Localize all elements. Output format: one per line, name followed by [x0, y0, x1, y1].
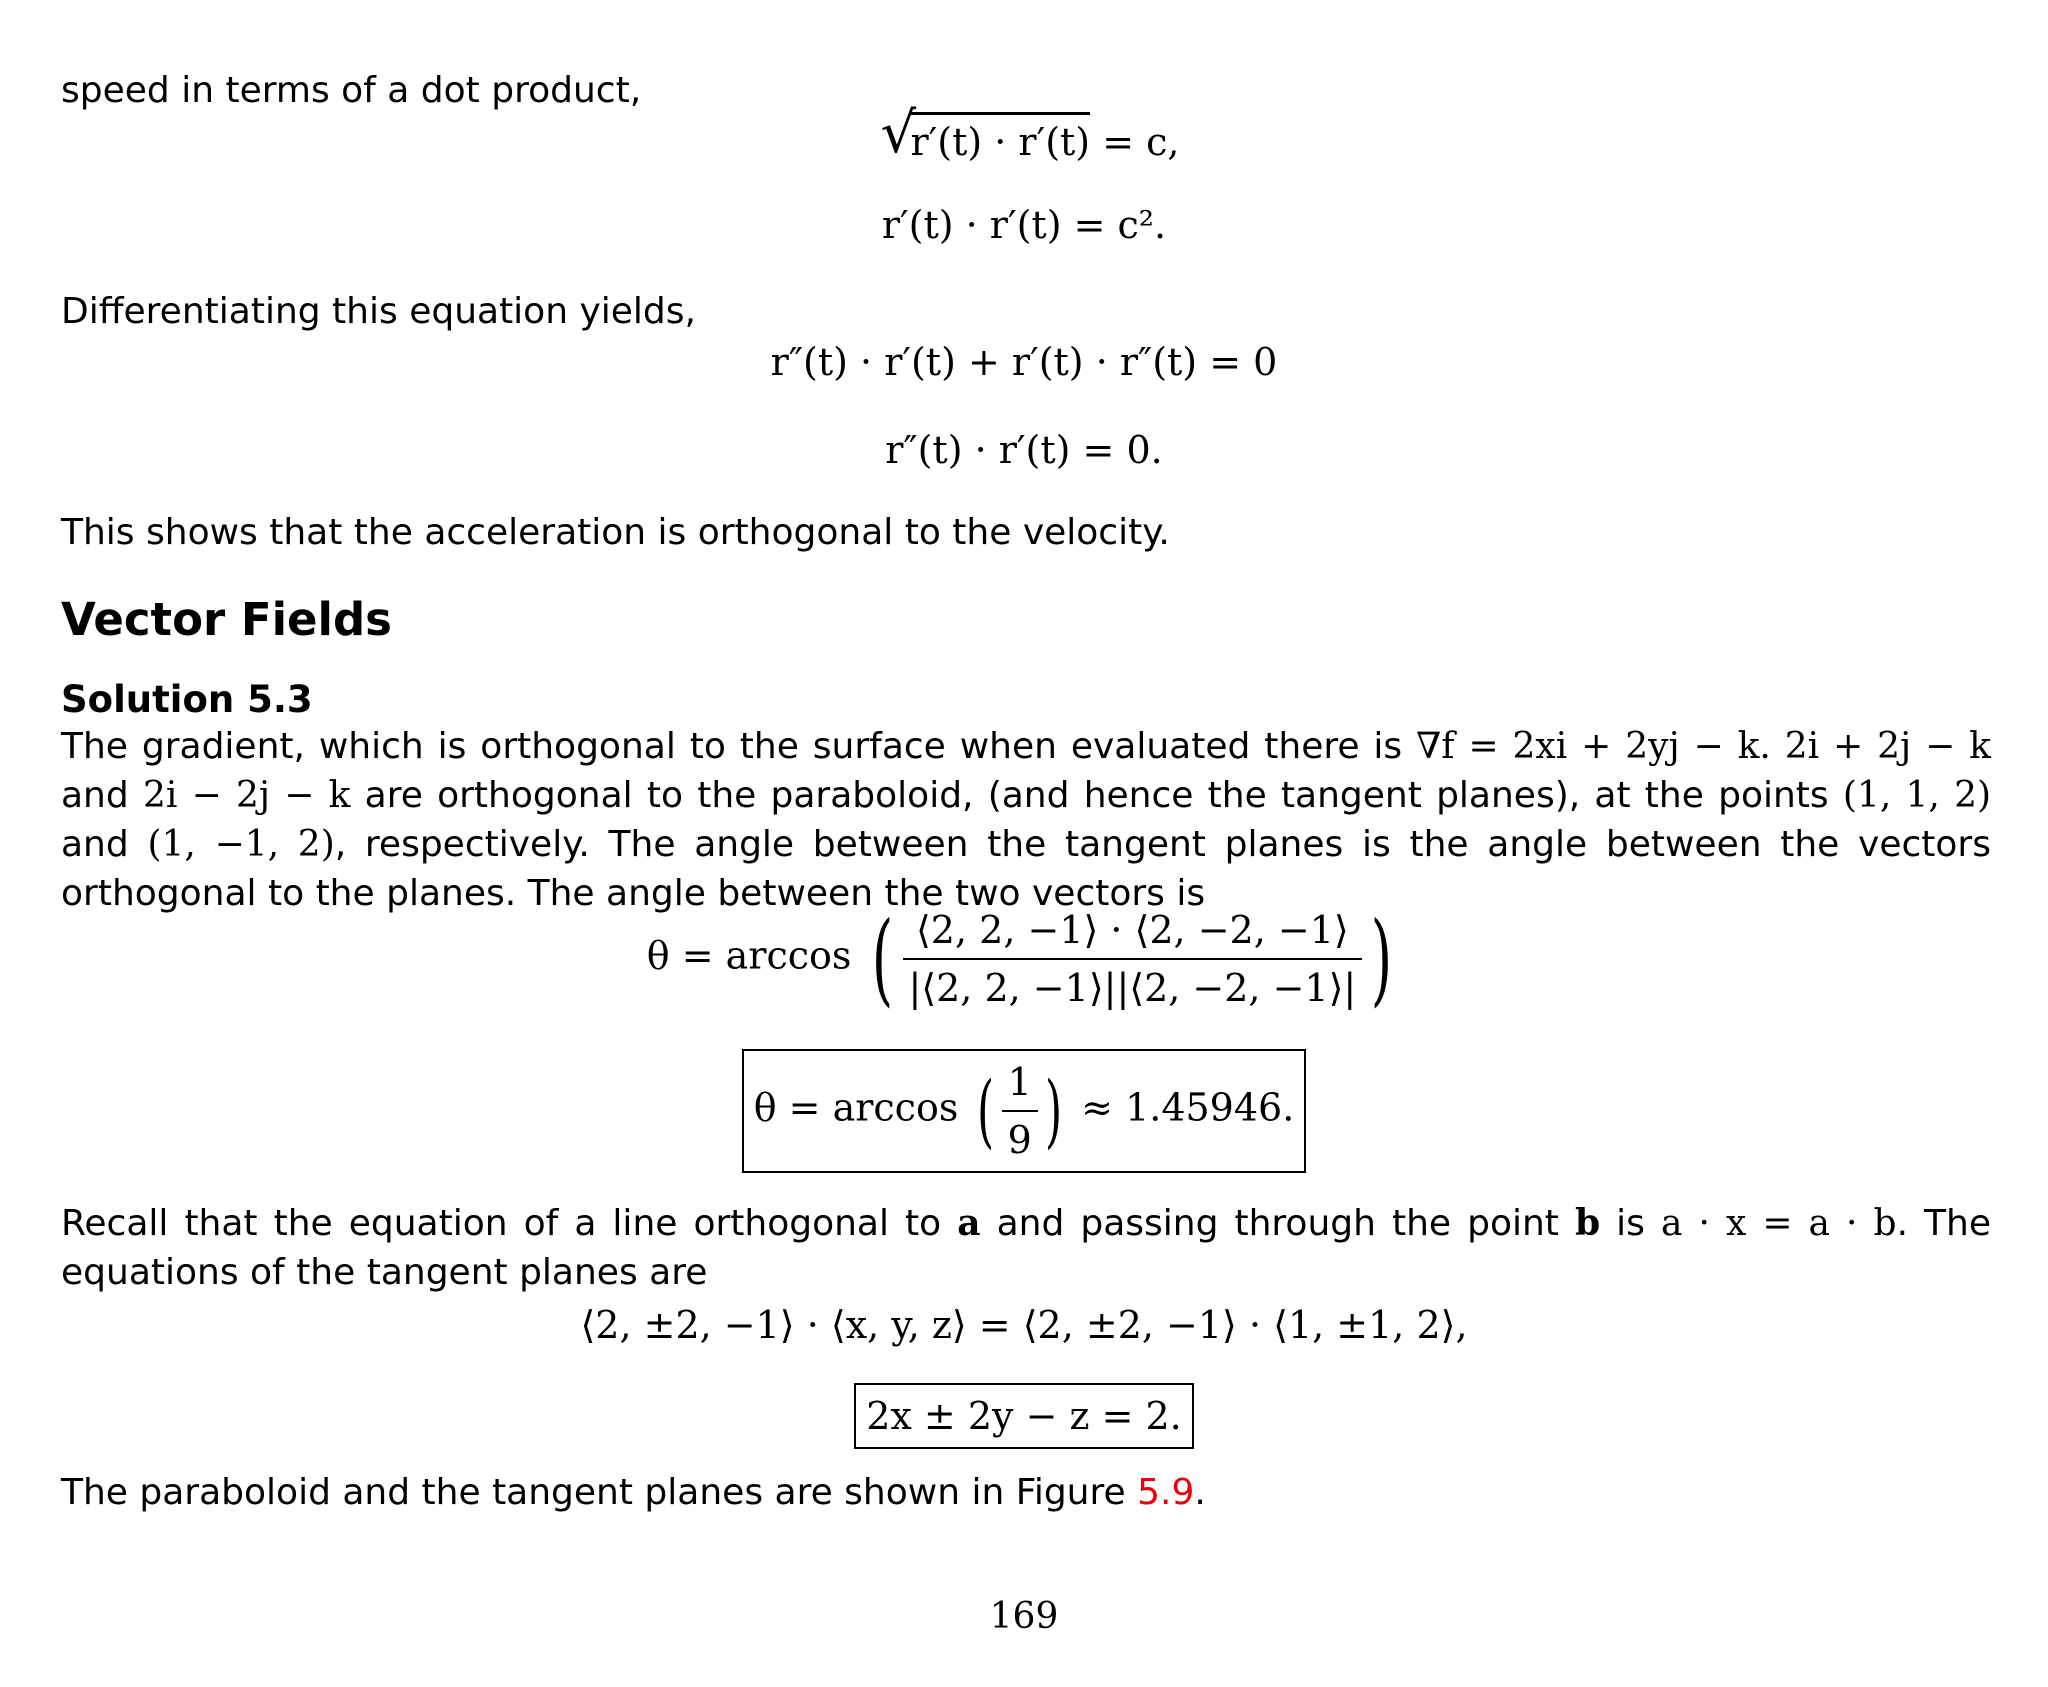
intro-text: speed in terms of a dot product, [61, 70, 642, 111]
equation-derivative: r″(t) · r′(t) + r′(t) · r″(t) = 0 [770, 340, 1278, 384]
section-title: Vector Fields [61, 593, 392, 646]
gradient-expression: ∇f = 2xi + 2yj − k. 2i + 2j − k [1416, 726, 1991, 767]
equation-tangent-planes: ⟨2, ±2, −1⟩ · ⟨x, y, z⟩ = ⟨2, ±2, −1⟩ · ⟨1, ±1, 2⟩, [580, 1303, 1468, 1347]
page-number: 169 [989, 1596, 1059, 1637]
equation-theta: θ = arccos ( $\frac{⟨2, 2, -1⟩ \cdot ⟨2, -2, -1⟩}{|⟨2, 2, -1⟩||⟨2, -2, -1⟩|}$ ) [646, 900, 1393, 1017]
solution-title: Solution 5.3 [61, 678, 313, 721]
line-equation: a · x = a · b [1660, 1203, 1897, 1244]
boxed-answer-angle: θ = arccos ( $\frac{1}{9}$ ) ≈ 1.45946. [742, 1049, 1307, 1173]
figure-reference-text: The paraboloid and the tangent planes are shown in Figure 5.9. [61, 1472, 1206, 1513]
second-normal-vector: 2i − 2j − k [142, 775, 351, 816]
point-one: (1, 1, 2) [1842, 775, 1992, 816]
equation-speed-sqrt: √ r′(t) · r′(t) = c, [880, 101, 1180, 166]
boxed-answer-plane: 2x ± 2y − z = 2. [854, 1383, 1194, 1449]
gradient-paragraph: The gradient, which is orthogonal to the surface when evaluated there is ∇f = 2xi + 2yj − k. 2i + 2j − k and 2i − 2j − k are orthogonal to the paraboloid, (and hence the tangent planes), at the points (1, 1, 2) and (1, −1, 2), respectively. The angle between the tangent planes is the angle between the vectors orthogonal to the planes. The angle between the two vectors is [61, 726, 1992, 914]
differentiating-text: Differentiating this equation yields, [61, 291, 696, 332]
point-two: (1, −1, 2) [147, 824, 335, 865]
recall-paragraph: Recall that the equation of a line orthogonal to a and passing through the point b is a · x = a · b. The equations of the tangent planes are [61, 1202, 1992, 1293]
equation-derivative-result: r″(t) · r′(t) = 0. [885, 428, 1163, 472]
conclusion-text: This shows that the acceleration is orthogonal to the velocity. [61, 512, 1170, 553]
theta-fraction: $\frac{⟨2, 2, -1⟩ \cdot ⟨2, -2, -1⟩}{|⟨2, 2, -1⟩||⟨2, -2, -1⟩|}$ [903, 905, 1363, 1013]
one-ninth-fraction: $\frac{1}{9}$ [1002, 1057, 1038, 1165]
equation-plane-result [0, 1383, 2048, 1449]
figure-link[interactable]: 5.9 [1137, 1472, 1195, 1513]
equation-speed-squared: r′(t) · r′(t) = c². [881, 203, 1167, 247]
sqrt-expression: √ r′(t) · r′(t) [880, 101, 1091, 166]
equation-theta-result [0, 1049, 2048, 1173]
